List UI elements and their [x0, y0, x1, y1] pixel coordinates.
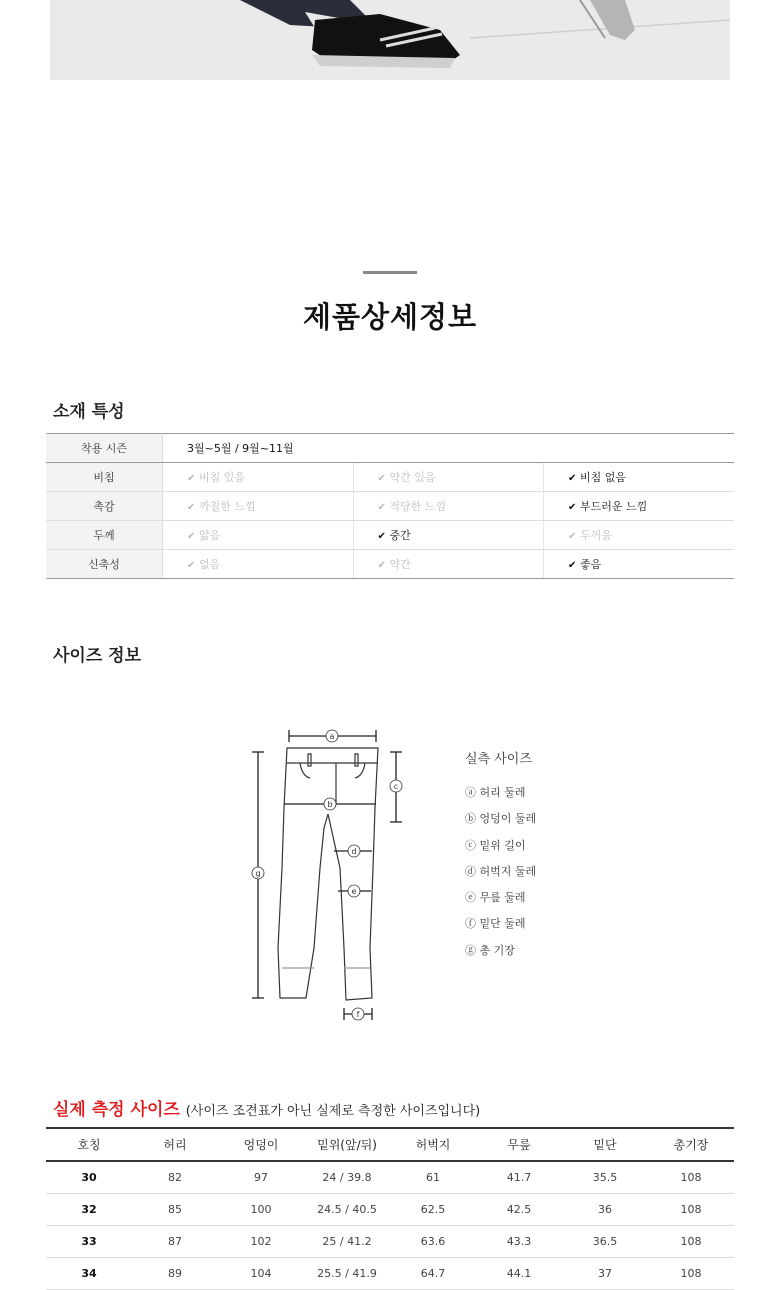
check-icon: ✔	[377, 531, 386, 542]
column-header: 무릎	[476, 1128, 562, 1161]
column-header: 허리	[132, 1128, 218, 1161]
column-header: 엉덩이	[218, 1128, 304, 1161]
table-cell: 32	[46, 1194, 132, 1226]
material-option-text: 까칠한 느낌	[199, 500, 256, 513]
material-option	[163, 463, 354, 492]
material-option-text: 약간 있음	[389, 471, 436, 484]
table-cell: 82	[132, 1161, 218, 1194]
table-cell: 89	[132, 1258, 218, 1290]
table-cell: 43.3	[476, 1226, 562, 1258]
table-cell: 62.5	[390, 1194, 476, 1226]
table-cell: 100	[218, 1194, 304, 1226]
section-divider	[363, 271, 417, 274]
product-photo	[50, 0, 730, 80]
table-cell: 25.5 / 41.9	[304, 1258, 390, 1290]
check-icon: ✔	[568, 473, 577, 484]
page-title: 제품상세정보	[302, 300, 478, 334]
table-cell: 102	[218, 1226, 304, 1258]
legend-title: 실측 사이즈	[465, 752, 532, 767]
table-cell: 85	[132, 1194, 218, 1226]
diagram-label-g: g	[255, 869, 261, 878]
size-info-title: 사이즈 정보	[53, 646, 142, 666]
material-option-text: 중간	[389, 529, 411, 542]
material-option-text: 좋음	[580, 558, 602, 571]
material-row-label: 촉감	[46, 492, 163, 521]
table-cell: 36	[562, 1194, 648, 1226]
material-option	[544, 550, 735, 579]
legend-item: ⓖ 총 기장	[465, 943, 515, 957]
check-icon: ✔	[187, 560, 196, 571]
table-cell: 44.1	[476, 1258, 562, 1290]
check-icon: ✔	[377, 502, 386, 513]
table-cell: 30	[46, 1161, 132, 1194]
table-cell: 108	[648, 1226, 734, 1258]
material-option-text: 얇음	[199, 529, 221, 542]
table-row	[46, 492, 734, 521]
season-value: 3월~5월 / 9월~11월	[163, 434, 735, 463]
legend-item: ⓒ 밑위 길이	[465, 838, 526, 852]
material-row-label: 신축성	[46, 550, 163, 579]
table-cell: 42.5	[476, 1194, 562, 1226]
table-row	[46, 1258, 734, 1290]
legend-item: ⓔ 무릎 둘레	[465, 891, 526, 905]
diagram-label-c: c	[393, 782, 399, 791]
table-cell: 35.5	[562, 1161, 648, 1194]
diagram-label-e: e	[351, 887, 357, 896]
season-label: 착용 시즌	[46, 434, 163, 463]
measure-subtitle: (사이즈 조견표가 아닌 실제로 측정한 사이즈입니다)	[185, 1104, 481, 1119]
pants-diagram	[240, 718, 399, 1032]
diagram-label-b: b	[327, 800, 333, 809]
check-icon: ✔	[377, 560, 386, 571]
diagram-label-f: f	[356, 1010, 360, 1019]
table-cell: 108	[648, 1258, 734, 1290]
check-icon: ✔	[187, 473, 196, 484]
material-option-text: 비침 없음	[580, 471, 627, 484]
diagram-label-a: a	[329, 732, 335, 741]
table-cell: 24 / 39.8	[304, 1161, 390, 1194]
column-header: 밑단	[562, 1128, 648, 1161]
check-icon: ✔	[187, 502, 196, 513]
table-cell: 108	[648, 1161, 734, 1194]
measure-title	[53, 1095, 480, 1120]
legend-item: ⓑ 엉덩이 둘레	[465, 812, 537, 826]
table-cell: 36.5	[562, 1226, 648, 1258]
table-row	[46, 521, 734, 550]
material-option-text: 적당한 느낌	[389, 500, 447, 513]
table-cell: 104	[218, 1258, 304, 1290]
table-cell: 97	[218, 1161, 304, 1194]
material-option-text: 없음	[199, 558, 221, 571]
column-header: 호칭	[46, 1128, 132, 1161]
column-header: 허벅지	[390, 1128, 476, 1161]
table-cell: 25 / 41.2	[304, 1226, 390, 1258]
table-cell: 87	[132, 1226, 218, 1258]
material-option-text: 부드러운 느낌	[580, 500, 648, 513]
material-option	[163, 550, 354, 579]
table-row	[46, 1161, 734, 1194]
check-icon: ✔	[568, 560, 577, 571]
table-row	[46, 463, 734, 492]
material-row-label: 비침	[46, 463, 163, 492]
material-section-title: 소재 특성	[53, 402, 125, 422]
table-cell: 64.7	[390, 1258, 476, 1290]
table-cell: 108	[648, 1194, 734, 1226]
check-icon: ✔	[568, 531, 577, 542]
material-row-label: 두께	[46, 521, 163, 550]
size-legend	[465, 748, 536, 968]
product-photo-graphic	[50, 0, 730, 80]
legend-item: ⓕ 밑단 둘레	[465, 917, 526, 931]
table-row	[46, 1194, 734, 1226]
table-cell: 61	[390, 1161, 476, 1194]
column-header: 총기장	[648, 1128, 734, 1161]
material-option-text: 두꺼움	[580, 529, 612, 542]
check-icon: ✔	[187, 531, 196, 542]
table-row	[46, 550, 734, 579]
legend-item: ⓐ 허리 둘레	[465, 786, 526, 799]
table-cell: 33	[46, 1226, 132, 1258]
material-option	[544, 492, 735, 521]
check-icon: ✔	[377, 473, 386, 484]
diagram-label-d: d	[351, 847, 357, 856]
table-row	[46, 434, 734, 463]
table-cell: 37	[562, 1258, 648, 1290]
measure-title-text: 실제 측정 사이즈	[53, 1100, 180, 1120]
material-option	[353, 492, 544, 521]
material-option	[353, 463, 544, 492]
table-cell: 34	[46, 1258, 132, 1290]
table-cell: 63.6	[390, 1226, 476, 1258]
table-row	[46, 1226, 734, 1258]
material-option	[544, 463, 735, 492]
pants-diagram-graphic	[240, 718, 399, 1028]
table-cell: 41.7	[476, 1161, 562, 1194]
column-header: 밑위(앞/뒤)	[304, 1128, 390, 1161]
check-icon: ✔	[568, 502, 577, 513]
size-table	[46, 1127, 734, 1290]
table-header-row	[46, 1128, 734, 1161]
material-table	[46, 433, 734, 579]
material-option	[544, 521, 735, 550]
table-cell: 24.5 / 40.5	[304, 1194, 390, 1226]
material-option	[353, 521, 544, 550]
material-option	[163, 521, 354, 550]
material-option	[163, 492, 354, 521]
material-option	[353, 550, 544, 579]
legend-item: ⓓ 허벅지 둘레	[465, 864, 537, 878]
material-option-text: 약간	[389, 558, 411, 571]
material-option-text: 비침 있음	[199, 471, 246, 484]
